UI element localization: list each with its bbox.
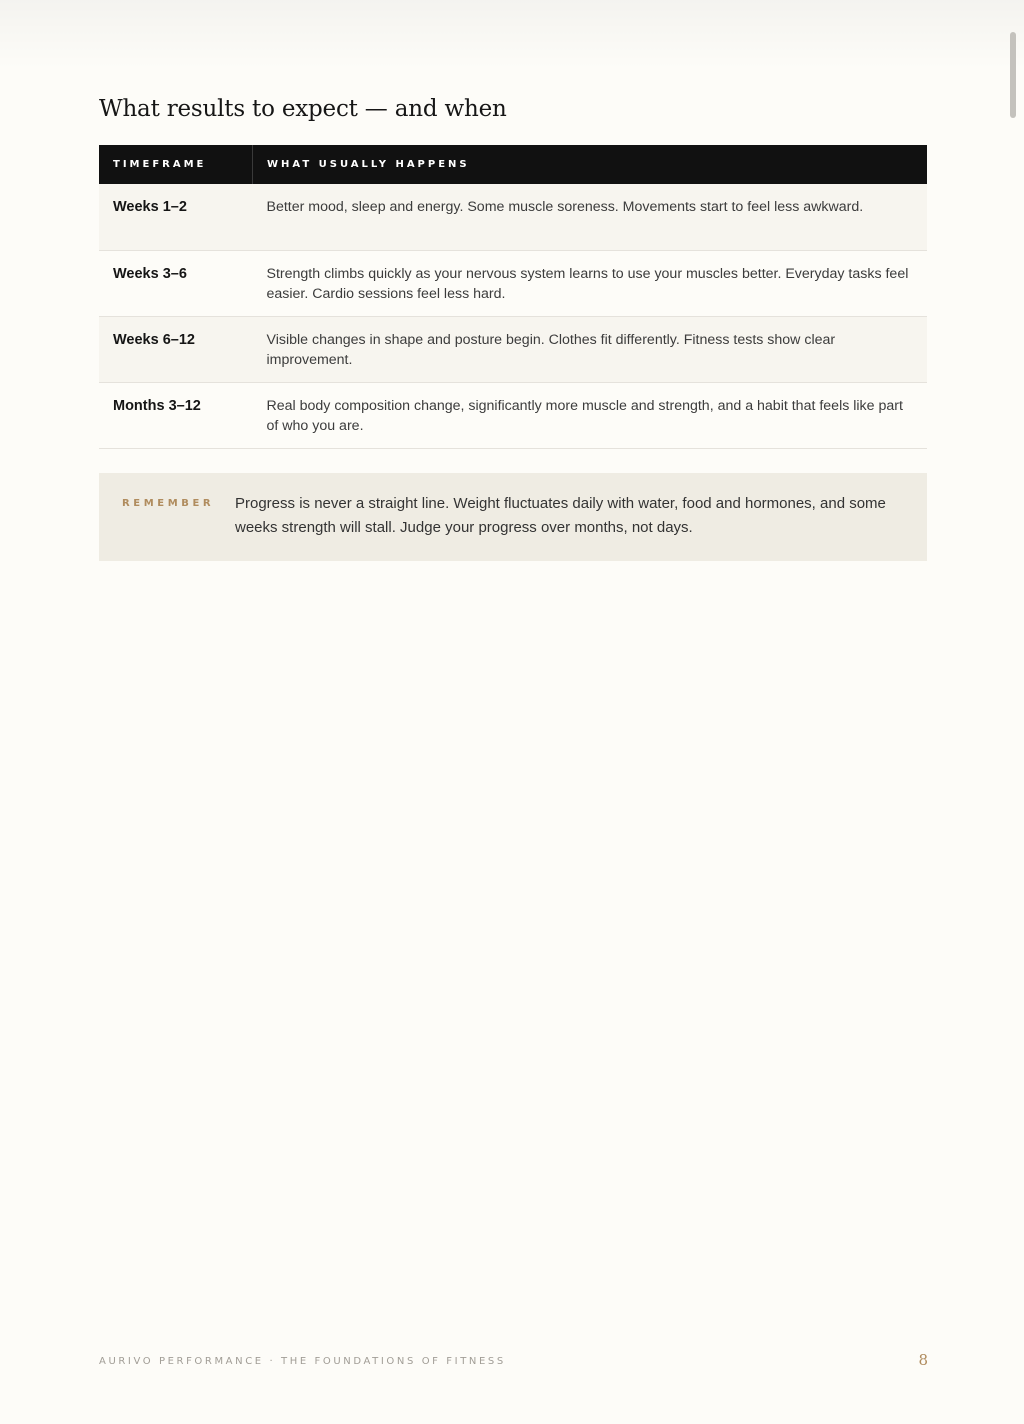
results-table <box>99 145 927 449</box>
column-header-timeframe: TIMEFRAME <box>99 145 253 184</box>
scrollbar-thumb[interactable] <box>1010 32 1016 118</box>
section-heading: What results to expect — and when <box>99 96 507 122</box>
table-row <box>99 382 927 448</box>
table-row <box>99 250 927 316</box>
callout-text: Progress is never a straight line. Weight fluctuates daily with water, food and hormones, and some weeks strength will stall. Judge your progress over months, not days. <box>235 495 886 536</box>
remember-callout <box>99 473 927 561</box>
description-cell: Visible changes in shape and posture begin. Clothes fit differently. Fitness tests show clear improvement. <box>253 316 928 382</box>
callout-label: REMEMBER <box>122 498 215 509</box>
column-header-what-usually-happens: WHAT USUALLY HAPPENS <box>253 145 928 184</box>
page-top-shadow <box>0 0 1024 70</box>
timeframe-cell: Weeks 3–6 <box>99 250 253 316</box>
table-row <box>99 316 927 382</box>
timeframe-cell: Months 3–12 <box>99 382 253 448</box>
timeframe-cell: Weeks 6–12 <box>99 316 253 382</box>
description-cell: Strength climbs quickly as your nervous system learns to use your muscles better. Everyday tasks feel easier. Cardio sessions feel less hard. <box>253 250 928 316</box>
description-cell: Real body composition change, significantly more muscle and strength, and a habit that feels like part of who you are. <box>253 382 928 448</box>
table-row <box>99 184 927 250</box>
table-header-row <box>99 145 927 184</box>
footer-running-title: AURIVO PERFORMANCE · THE FOUNDATIONS OF FITNESS <box>99 1356 506 1367</box>
page-number: 8 <box>918 1351 928 1369</box>
timeframe-cell: Weeks 1–2 <box>99 184 253 250</box>
description-cell: Better mood, sleep and energy. Some muscle soreness. Movements start to feel less awkward. <box>253 184 928 250</box>
